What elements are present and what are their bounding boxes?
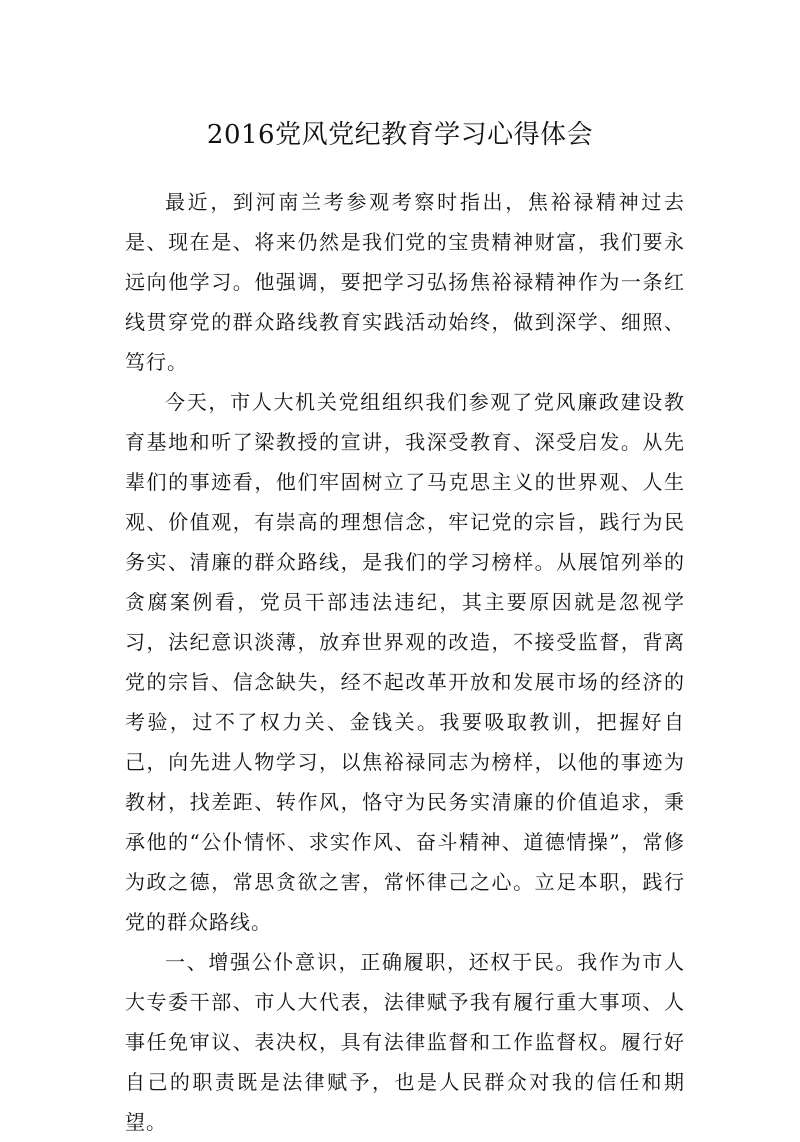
paragraph-2: 今天，市人大机关党组组织我们参观了党风廉政建设教育基地和听了梁教授的宣讲，我深受教育、深受启发。从先辈们的事迹看，他们牢固树立了马克思主义的世界观、人生观、价值观，有崇高的理想信念，牢记党的宗旨，践行为民务实、清廉的群众路线，是我们的学习榜样。从展馆列举的贪腐案例看，党员干部违法违纪，其主要原因就是忽视学习，法纪意识淡薄，放弃世界观的改造，不接受监督，背离党的宗旨、信念缺失，经不起改革开放和发展市场的经济的考验，过不了权力关、金钱关。我要吸取教训，把握好自己，向先进人物学习，以焦裕禄同志为榜样，以他的事迹为教材，找差距、转作风，恪守为民务实清廉的价值追求，秉承他的“公仆情怀、求实作风、奋斗精神、道德情操”，常修为政之德，常思贪欲之害，常怀律己之心。立足本职，践行党的群众路线。: [125, 390, 685, 934]
paragraph-3: 一、增强公仆意识，正确履职，还权于民。我作为市人大专委干部、市人大代表，法律赋予我有履行重大事项、人事任免审议、表决权，具有法律监督和工作监督权。履行好自己的职责既是法律赋予，也是人民群众对我的信任和期望。: [125, 950, 685, 1134]
paragraph-1: 最近，到河南兰考参观考察时指出，焦裕禄精神过去是、现在是、将来仍然是我们党的宝贵精神财富，我们要永远向他学习。他强调，要把学习弘扬焦裕禄精神作为一条红线贯穿党的群众路线教育实践活动始终，做到深学、细照、笃行。: [125, 190, 685, 374]
document-title: 2016党风党纪教育学习心得体会: [206, 120, 594, 151]
document-body: [125, 182, 685, 1142]
